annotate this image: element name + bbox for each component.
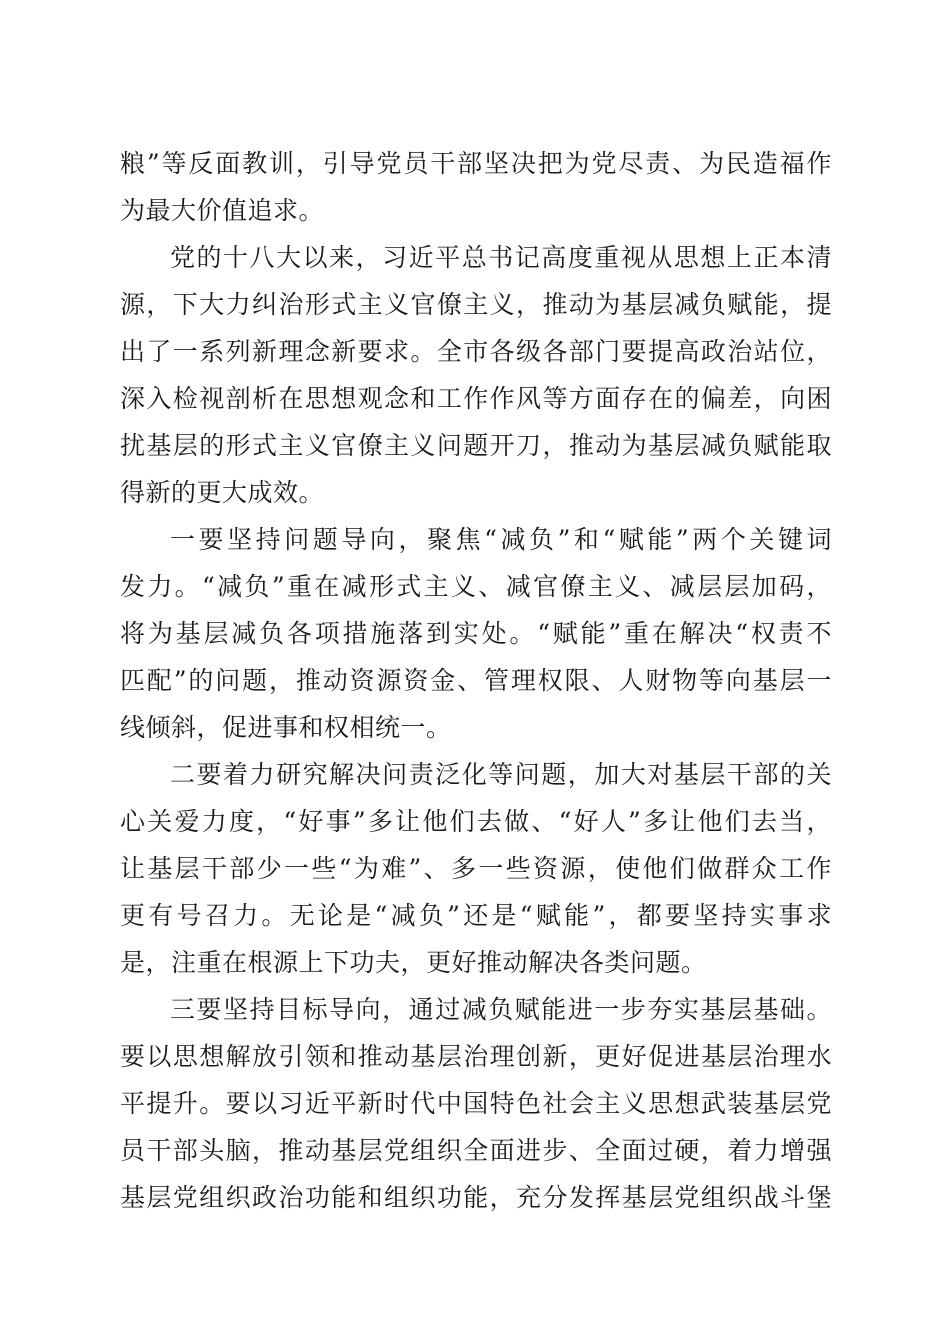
text-line: 线倾斜，促进事和权相统一。 [120, 713, 452, 742]
paragraph-2 [120, 234, 832, 516]
body-text [120, 140, 832, 1221]
text-line: 粮”等反面教训，引导党员干部坚决把为党尽责、为民造福作 [120, 149, 832, 178]
paragraph-1 [120, 140, 832, 234]
text-line: 让基层干部少一些“为难”、多一些资源，使他们做群众工作 [120, 854, 832, 883]
paragraph-5 [120, 986, 832, 1221]
paragraph-3 [120, 516, 832, 751]
text-line: 员干部头脑，推动基层党组织全面进步、全面过硬，着力增强 [120, 1136, 832, 1165]
text-line: 扰基层的形式主义官僚主义问题开刀，推动为基层减负赋能取 [120, 431, 832, 460]
text-line: 源，下大力纠治形式主义官僚主义，推动为基层减负赋能，提 [120, 290, 832, 319]
text-line: 一要坚持问题导向，聚焦“减负”和“赋能”两个关键词 [170, 525, 832, 554]
text-line: 三要坚持目标导向，通过减负赋能进一步夯实基层基础。 [170, 995, 832, 1024]
text-line: 得新的更大成效。 [120, 478, 325, 507]
text-line: 心关爱力度，“好事”多让他们去做、“好人”多让他们去当， [120, 807, 832, 836]
text-line: 二要着力研究解决问责泛化等问题，加大对基层干部的关 [170, 760, 832, 789]
text-line: 为最大价值追求。 [120, 196, 325, 225]
paragraph-4 [120, 751, 832, 986]
text-line: 党的十八大以来，习近平总书记高度重视从思想上正本清 [170, 243, 832, 272]
text-line: 深入检视剖析在思想观念和工作作风等方面存在的偏差，向困 [120, 384, 832, 413]
text-line: 平提升。要以习近平新时代中国特色社会主义思想武装基层党 [120, 1089, 832, 1118]
text-line: 匹配”的问题，推动资源资金、管理权限、人财物等向基层一 [120, 666, 832, 695]
text-line: 是，注重在根源上下功夫，更好推动解决各类问题。 [120, 948, 707, 977]
text-line: 更有号召力。无论是“减负”还是“赋能”，都要坚持实事求 [120, 901, 832, 930]
text-line: 基层党组织政治功能和组织功能，充分发挥基层党组织战斗堡 [120, 1183, 832, 1212]
text-line: 要以思想解放引领和推动基层治理创新，更好促进基层治理水 [120, 1042, 832, 1071]
text-line: 发力。“减负”重在减形式主义、减官僚主义、减层层加码， [120, 572, 832, 601]
text-line: 出了一系列新理念新要求。全市各级各部门要提高政治站位， [120, 337, 832, 366]
text-line: 将为基层减负各项措施落到实处。“赋能”重在解决“权责不 [120, 619, 832, 648]
